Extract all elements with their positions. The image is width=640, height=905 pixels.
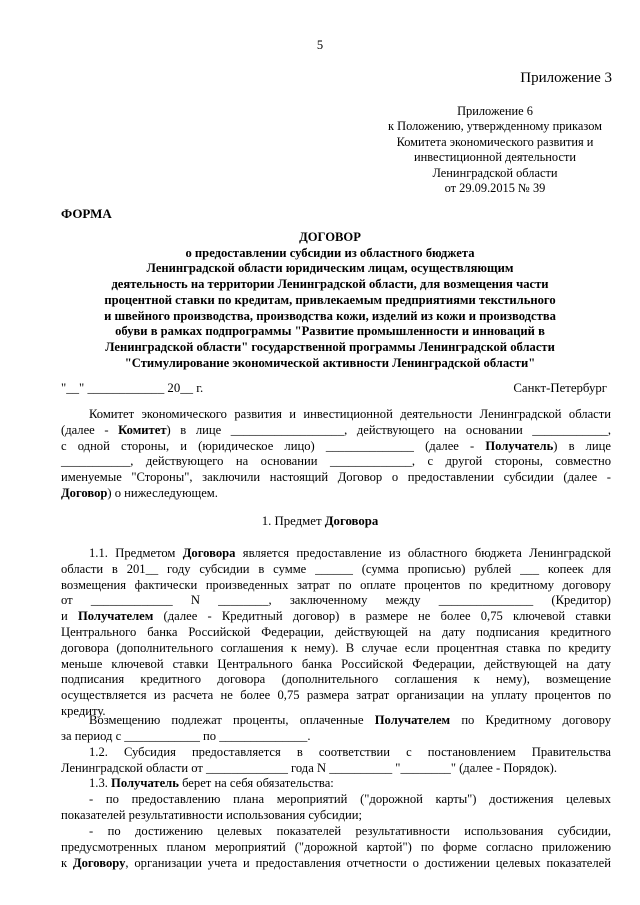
text-line: возмещения фактически произведенных затрат по оплате процентов по кредитному договору bbox=[61, 577, 611, 592]
approval-line: Ленинградской области bbox=[432, 165, 558, 180]
text-line: кредиту. bbox=[61, 703, 106, 718]
text-line: ___________, действующего на основании _____________, с другой стороны, совместно bbox=[61, 454, 611, 469]
approval-line: к Положению, утвержденному приказом bbox=[388, 119, 602, 134]
approval-line: инвестиционной деятельности bbox=[414, 150, 576, 165]
title-line: и швейного производства, производства кожи, изделий из кожи и производства bbox=[104, 308, 556, 323]
text-line: меньше ключевой ставки Центрального банка Российской Федерации, действующей на дату bbox=[61, 656, 611, 671]
clause-1-2 bbox=[61, 745, 611, 777]
text-line: (далее - Комитет) в лице __________________, действующего на основании ____________, bbox=[61, 422, 611, 437]
title-line: "Стимулирование экономической активности Ленинградской области" bbox=[124, 355, 536, 370]
term-committee: Комитет bbox=[118, 422, 167, 437]
text-line: 1.2. Субсидия предоставляется в соответствии с постановлением Правительства bbox=[89, 745, 611, 759]
title-heading: ДОГОВОР bbox=[299, 230, 361, 244]
text-line: Комитет экономического развития и инвестиционной деятельности Ленинградской области bbox=[89, 407, 611, 421]
clause-1-3 bbox=[61, 776, 611, 792]
preamble-paragraph bbox=[61, 407, 611, 502]
text-line: 1.3. Получатель берет на себя обязательства: bbox=[89, 776, 334, 790]
city: Санкт-Петербург bbox=[513, 381, 607, 395]
text-line: подписания кредитного договора (дополнительного соглашения к нему), возмещение bbox=[61, 672, 611, 687]
title-line: обуви в рамках подпрограммы "Развитие промышленности и инноваций в bbox=[115, 324, 545, 339]
approval-block bbox=[360, 104, 630, 196]
form-label: ФОРМА bbox=[61, 206, 112, 221]
text-line: договора (дополнительного соглашения к нему). В случае если процентная ставка по кредиту bbox=[61, 640, 611, 655]
appendix-label: Приложение 3 bbox=[520, 70, 612, 86]
clause-1-1 bbox=[61, 546, 611, 720]
title-line: Ленинградской области юридическим лицам, осуществляющим bbox=[146, 261, 514, 276]
approval-line: от 29.09.2015 № 39 bbox=[444, 181, 546, 196]
text-line: от _____________ N ________, заключенному между _______________ (Кредитор) bbox=[61, 593, 611, 608]
obligation-item bbox=[61, 824, 611, 871]
text-line: показателей результативности использования субсидии; bbox=[61, 807, 363, 822]
term-contract: Договор bbox=[61, 485, 108, 500]
title-line: деятельность на территории Ленинградской области, для возмещения части bbox=[111, 277, 549, 292]
text-line: за период с ____________ по ______________. bbox=[61, 728, 311, 743]
title-line: Ленинградской области" государственной программы Ленинградской области bbox=[105, 339, 555, 354]
term-recipient: Получатель bbox=[485, 438, 554, 453]
text-line: Договор) о нижеследующем. bbox=[61, 485, 218, 500]
text-line: - по предоставлению плана мероприятий ("дорожной карты") достижения целевых bbox=[89, 792, 611, 806]
page-number: 5 bbox=[316, 38, 324, 52]
text-line: именуемые "Стороны", заключили настоящий Договор о предоставлении субсидии (далее - bbox=[61, 470, 611, 485]
text-line: с одной стороны, и (юридическое лицо) ______________ (далее - Получатель) в лице bbox=[61, 438, 612, 453]
obligation-item bbox=[61, 792, 611, 824]
document-title bbox=[40, 230, 620, 371]
text-line: 1.1. Предметом Договора является предоставление из областного бюджета Ленинградской bbox=[89, 546, 611, 560]
text-line: предусмотренных планом мероприятий ("дорожной картой") по форме согласно приложению bbox=[61, 839, 611, 854]
text-line: и Получателем (далее - Кредитный договор) в размере не более 0,75 ключевой ставки bbox=[61, 609, 612, 624]
text-line: области в 201__ году субсидии в сумме ______ (сумма прописью) рублей ___ копеек для bbox=[61, 561, 611, 576]
text-line: Центрального банка Российской Федерации, действующей на дату подписания кредитного bbox=[61, 624, 611, 639]
section-heading: 1. Предмет Договора bbox=[261, 514, 379, 528]
approval-line: Комитета экономического развития и bbox=[396, 134, 594, 149]
text-line: Возмещению подлежат проценты, оплаченные Получателем по Кредитному договору bbox=[89, 713, 611, 727]
title-line: о предоставлении субсидии из областного бюджета bbox=[185, 245, 475, 260]
compensation-paragraph bbox=[61, 713, 611, 745]
text-line: осуществляется из расчета не более 0,75 размера затрат организации на уплату процентов по bbox=[61, 688, 611, 703]
date-line: "__" ____________ 20__ г. bbox=[61, 381, 204, 395]
text-line: Ленинградской области от _____________ года N __________ "________" (далее - Порядок). bbox=[61, 760, 558, 775]
text-line: к Договору, организации учета и предоставления отчетности о достижении целевых показателей bbox=[61, 855, 611, 870]
approval-line: Приложение 6 bbox=[457, 104, 533, 118]
text-line: - по достижению целевых показателей результативности использования субсидии, bbox=[89, 824, 611, 838]
title-line: процентной ставки по кредитам, привлекаемым предприятиями текстильного bbox=[104, 292, 556, 307]
